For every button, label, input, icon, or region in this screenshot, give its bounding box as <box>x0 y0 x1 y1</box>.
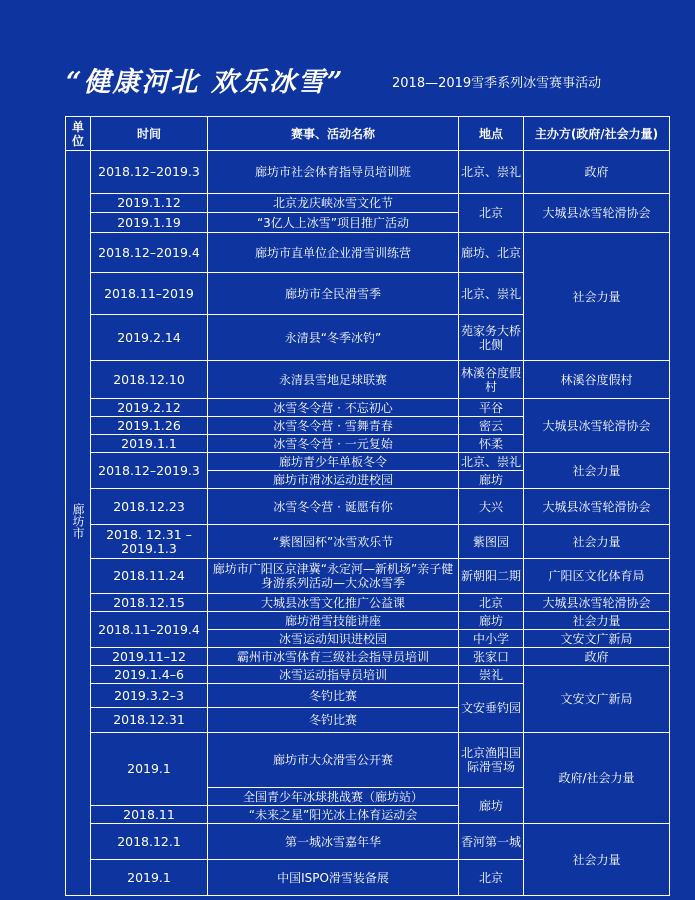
col-header-name: 赛事、活动名称 <box>208 117 459 151</box>
table-row <box>66 666 670 684</box>
table-row <box>66 453 670 471</box>
time-cell: 2018.11–2019 <box>91 273 208 315</box>
table-row <box>66 733 670 788</box>
event-cell: 中国ISPO滑雪装备展 <box>208 860 459 896</box>
time-cell: 2018.12.10 <box>91 361 208 399</box>
event-cell: 廊坊市广阳区京津冀“永定河—新机场”亲子健身游系列活动—大众冰雪季 <box>208 559 459 594</box>
time-cell: 2019.1.26 <box>91 417 208 435</box>
organizer-cell: 大城县冰雪轮滑协会 <box>524 399 670 453</box>
events-table <box>65 116 670 896</box>
event-cell: 冰雪冬令营 · 雪舞青春 <box>208 417 459 435</box>
location-cell: 崇礼 <box>459 666 524 684</box>
event-cell: “3亿人上冰雪”项目推广活动 <box>208 213 459 233</box>
table-row <box>66 361 670 399</box>
event-cell: 全国青少年冰球挑战赛（廊坊站） <box>208 788 459 806</box>
table-row <box>66 194 670 213</box>
col-header-unit: 单位 <box>66 117 91 151</box>
event-cell: 冬钓比赛 <box>208 684 459 708</box>
time-cell: 2018.11–2019.4 <box>91 612 208 648</box>
col-header-organizer: 主办方(政府/社会力量) <box>524 117 670 151</box>
event-cell: 大城县冰雪文化推广公益课 <box>208 594 459 612</box>
location-cell: 林溪谷度假村 <box>459 361 524 399</box>
location-cell: 香河第一城 <box>459 824 524 860</box>
event-cell: 北京龙庆峡冰雪文化节 <box>208 194 459 213</box>
table-row <box>66 489 670 525</box>
time-cell: 2018.12–2019.4 <box>91 233 208 273</box>
location-cell: 中小学 <box>459 630 524 648</box>
event-cell: “未来之星”阳光冰上体育运动会 <box>208 806 459 824</box>
time-cell: 2019.1.4–6 <box>91 666 208 684</box>
time-cell: 2019.2.14 <box>91 315 208 361</box>
location-cell: 平谷 <box>459 399 524 417</box>
event-cell: 廊坊滑雪技能讲座 <box>208 612 459 630</box>
table-row <box>66 525 670 559</box>
table-row <box>66 648 670 666</box>
time-cell: 2019.2.12 <box>91 399 208 417</box>
time-cell: 2018.12.31 <box>91 708 208 733</box>
table-header-row <box>66 117 670 151</box>
organizer-cell: 大城县冰雪轮滑协会 <box>524 489 670 525</box>
event-cell: 廊坊市直单位企业滑雪训练营 <box>208 233 459 273</box>
time-cell: 2018.11 <box>91 806 208 824</box>
organizer-cell: 社会力量 <box>524 525 670 559</box>
time-cell: 2019.1.12 <box>91 194 208 213</box>
time-cell: 2018. 12.31 – 2019.1.3 <box>91 525 208 559</box>
col-header-time: 时间 <box>91 117 208 151</box>
time-cell: 2019.3.2–3 <box>91 684 208 708</box>
organizer-cell: 文安文广新局 <box>524 666 670 733</box>
event-cell: 霸州市冰雪体育三级社会指导员培训 <box>208 648 459 666</box>
event-cell: 廊坊市全民滑雪季 <box>208 273 459 315</box>
table-row <box>66 824 670 860</box>
organizer-cell: 文安文广新局 <box>524 630 670 648</box>
event-cell: 永清县雪地足球联赛 <box>208 361 459 399</box>
time-cell: 2018.11.24 <box>91 559 208 594</box>
location-cell: 北京 <box>459 860 524 896</box>
organizer-cell: 社会力量 <box>524 453 670 489</box>
location-cell: 北京、崇礼 <box>459 273 524 315</box>
organizer-cell: 广阳区文化体育局 <box>524 559 670 594</box>
page-subtitle: 2018—2019雪季系列冰雪赛事活动 <box>392 76 602 91</box>
time-cell: 2019.1 <box>91 860 208 896</box>
location-cell: 北京 <box>459 194 524 233</box>
organizer-cell: 政府 <box>524 151 670 194</box>
time-cell: 2019.1.19 <box>91 213 208 233</box>
event-cell: 廊坊市大众滑雪公开赛 <box>208 733 459 788</box>
location-cell: 廊坊 <box>459 471 524 489</box>
event-cell: 永清县“冬季冰钓” <box>208 315 459 361</box>
event-cell: 冬钓比赛 <box>208 708 459 733</box>
event-cell: 廊坊市社会体育指导员培训班 <box>208 151 459 194</box>
time-cell: 2018.12.1 <box>91 824 208 860</box>
table-row <box>66 233 670 273</box>
location-cell: 大兴 <box>459 489 524 525</box>
location-cell: 廊坊 <box>459 788 524 824</box>
time-cell: 2018.12–2019.3 <box>91 151 208 194</box>
location-cell: 文安垂钓园 <box>459 684 524 733</box>
location-cell: 密云 <box>459 417 524 435</box>
table-row <box>66 399 670 417</box>
unit-cell: 廊坊市 <box>66 151 91 896</box>
location-cell: 廊坊、北京 <box>459 233 524 273</box>
event-cell: 冰雪冬令营 · 诞愿有你 <box>208 489 459 525</box>
time-cell: 2018.12.23 <box>91 489 208 525</box>
event-cell: 冰雪冬令营 · 一元复始 <box>208 435 459 453</box>
organizer-cell: 政府/社会力量 <box>524 733 670 824</box>
table-row <box>66 612 670 630</box>
col-header-location: 地点 <box>459 117 524 151</box>
organizer-cell: 政府 <box>524 648 670 666</box>
location-cell: 紫图园 <box>459 525 524 559</box>
location-cell: 北京、崇礼 <box>459 151 524 194</box>
organizer-cell: 大城县冰雪轮滑协会 <box>524 194 670 233</box>
time-cell: 2019.1 <box>91 733 208 806</box>
organizer-cell: 社会力量 <box>524 233 670 361</box>
location-cell: 苑家务大桥北侧 <box>459 315 524 361</box>
event-cell: 廊坊青少年单板冬令 <box>208 453 459 471</box>
table-row <box>66 559 670 594</box>
table-row <box>66 594 670 612</box>
location-cell: 张家口 <box>459 648 524 666</box>
location-cell: 新朝阳二期 <box>459 559 524 594</box>
location-cell: 怀柔 <box>459 435 524 453</box>
event-cell: 冰雪冬令营 · 不忘初心 <box>208 399 459 417</box>
event-cell: 冰雪运动知识进校园 <box>208 630 459 648</box>
location-cell: 廊坊 <box>459 612 524 630</box>
time-cell: 2019.11–12 <box>91 648 208 666</box>
table-row <box>66 151 670 194</box>
organizer-cell: 社会力量 <box>524 612 670 630</box>
location-cell: 北京、崇礼 <box>459 453 524 471</box>
organizer-cell: 社会力量 <box>524 824 670 896</box>
organizer-cell: 林溪谷度假村 <box>524 361 670 399</box>
page-title: “健康河北 欢乐冰雪” <box>66 67 345 98</box>
event-cell: “紫图园杯”冰雪欢乐节 <box>208 525 459 559</box>
time-cell: 2018.12–2019.3 <box>91 453 208 489</box>
location-cell: 北京 <box>459 594 524 612</box>
event-cell: 冰雪运动指导员培训 <box>208 666 459 684</box>
organizer-cell: 大城县冰雪轮滑协会 <box>524 594 670 612</box>
event-cell: 廊坊市滑冰运动进校园 <box>208 471 459 489</box>
location-cell: 北京渔阳国际滑雪场 <box>459 733 524 788</box>
time-cell: 2018.12.15 <box>91 594 208 612</box>
time-cell: 2019.1.1 <box>91 435 208 453</box>
event-cell: 第一城冰雪嘉年华 <box>208 824 459 860</box>
